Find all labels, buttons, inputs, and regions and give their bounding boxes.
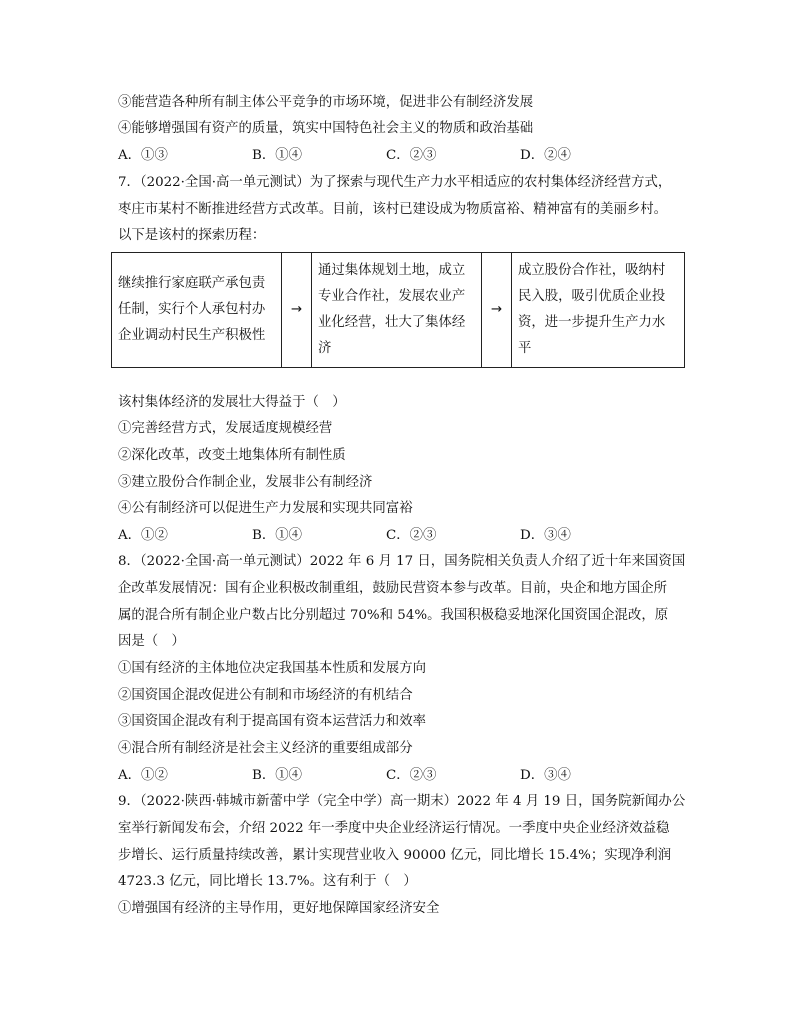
q8-option-a[interactable]: A．①② [118,768,168,783]
q7-flow-step-1 [112,253,282,367]
q8-item-4: ④混合所有制经济是社会主义经济的重要组成部分 [118,741,413,756]
q8-stem-line-2: 企改革发展情况：国有企业积极改制重组，鼓励民营资本参与改革。目前，央企和地方国企所 [118,581,668,596]
q7-item-2: ②深化改革，改变土地集体所有制性质 [118,448,346,463]
q7-item-4: ④公有制经济可以促进生产力发展和实现共同富裕 [118,501,413,516]
q8-option-d[interactable]: D．③④ [520,768,571,783]
q7-item-3: ③建立股份合作制企业，发展非公有制经济 [118,475,373,490]
q8-option-c[interactable]: C．②③ [386,768,437,783]
q7-option-b[interactable]: B．①④ [252,528,303,543]
q8-stem-line-4: 因是（ ） [118,634,185,649]
q7-flow-step-3-text: 成立股份合作社，吸纳村民入股，吸引优质企业投资，进一步提升生产力水平 [518,263,666,356]
q9-stem-line-3: 步增长、运行质量持续改善，累计实现营业收入 90000 亿元，同比增长 15.4%；实现净利润 [118,848,672,863]
q6-option-a[interactable]: A．①③ [118,148,168,163]
q9-item-1: ①增强国有经济的主导作用，更好地保障国家经济安全 [118,901,440,916]
q9-stem-line-2: 室举行新闻发布会，介绍 2022 年一季度中央企业经济运行情况。一季度中央企业经济效益稳 [118,821,670,836]
q8-item-3: ③国资国企混改有利于提高国有资本运营活力和效率 [118,714,426,729]
q7-flow-step-3 [512,253,684,367]
q7-flow-step-1-text: 继续推行家庭联产承包责任制，实行个人承包村办企业调动村民生产积极性 [118,276,266,343]
q7-stem-line-1: 7．（2022·全国·高一单元测试）为了探索与现代生产力水平相适应的农村集体经济经营方式， [118,175,672,190]
q8-item-2: ②国资国企混改促进公有制和市场经济的有机结合 [118,688,413,703]
q9-stem-line-1: 9．（2022·陕西·韩城市新蕾中学（完全中学）高一期末）2022 年 4 月 19 日，国务院新闻办公 [118,794,686,809]
q8-stem-line-1: 8．（2022·全国·高一单元测试）2022 年 6 月 17 日，国务院相关负责人介绍了近十年来国资国 [118,554,686,569]
q6-option-b[interactable]: B．①④ [252,148,303,163]
q7-question: 该村集体经济的发展壮大得益于（ ） [118,395,346,410]
q7-option-c[interactable]: C．②③ [386,528,437,543]
q7-stem-line-2: 枣庄市某村不断推进经营方式改革。目前，该村已建设成为物质富裕、精神富有的美丽乡村。 [118,202,668,217]
q8-option-b[interactable]: B．①④ [252,768,303,783]
q8-item-1: ①国有经济的主体地位决定我国基本性质和发展方向 [118,661,426,676]
q6-item-3: ③能营造各种所有制主体公平竞争的市场环境，促进非公有制经济发展 [118,95,534,110]
q7-flow-arrow-2 [482,253,512,367]
q7-stem-line-3: 以下是该村的探索历程： [118,228,266,243]
q9-stem-line-4: 4723.3 亿元，同比增长 13.7%。这有利于（ ） [118,874,417,889]
q8-stem-line-3: 属的混合所有制企业户数占比分别超过 70%和 54%。我国积极稳妥地深化国资国企混改，原 [118,608,669,623]
q7-flow-arrow-1 [282,253,312,367]
q7-flow-step-2 [312,253,482,367]
q6-option-c[interactable]: C．②③ [386,148,437,163]
arrow-right-icon: → [290,302,303,317]
q7-flow-table [111,252,685,368]
q7-item-1: ①完善经营方式，发展适度规模经营 [118,421,333,436]
q7-flow-step-2-text: 通过集体规划土地，成立专业合作社，发展农业产业化经营，壮大了集体经济 [318,263,466,356]
q6-item-4: ④能够增强国有资产的质量，筑实中国特色社会主义的物质和政治基础 [118,121,534,136]
q6-option-d[interactable]: D．②④ [520,148,571,163]
q7-option-d[interactable]: D．③④ [520,528,571,543]
q7-option-a[interactable]: A．①② [118,528,168,543]
arrow-right-icon: → [490,302,503,317]
